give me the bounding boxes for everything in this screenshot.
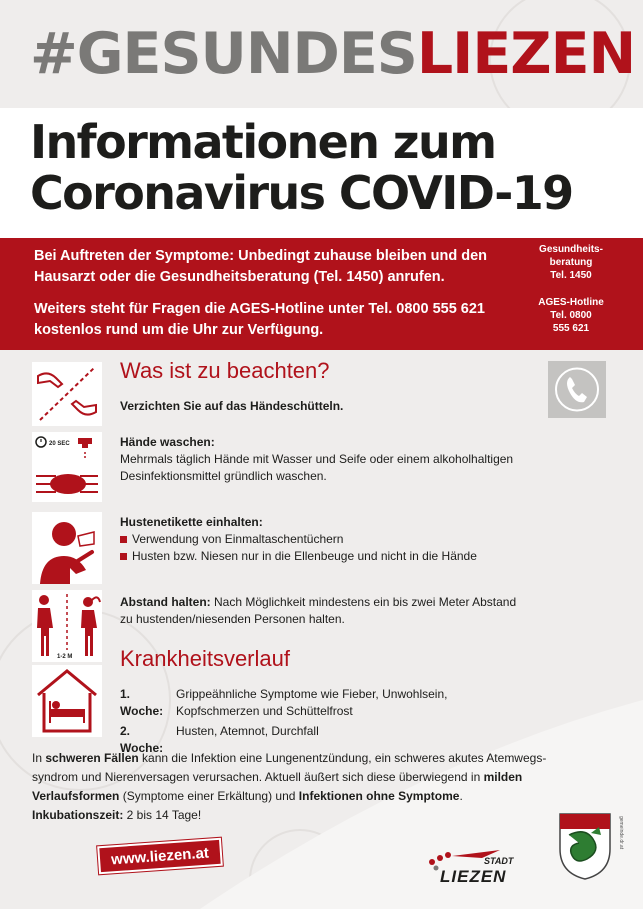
handshake-bold: Verzichten Sie auf das Händeschütteln.	[120, 399, 344, 413]
logo-stadt: STADT	[484, 856, 514, 866]
hashtag-red: LIEZEN	[416, 21, 636, 87]
hotline-1-line-1: Gesundheits-	[539, 244, 603, 255]
wash-line-2: Desinfektionsmittel gründlich waschen.	[120, 469, 327, 483]
wash-text	[120, 434, 513, 485]
week-1-row	[120, 686, 447, 720]
wash-bold: Hände waschen:	[120, 435, 215, 449]
incubation-line	[32, 808, 201, 822]
para-text-4: .	[459, 789, 463, 803]
hotline-2-line-2: Tel. 0800	[550, 310, 592, 321]
logo-liezen: LIEZEN	[440, 867, 507, 886]
hotline-2-line-3: 555 621	[552, 323, 590, 334]
week-1-label: 1. Woche:	[120, 687, 164, 718]
hotline-1-line-2: beratung	[549, 257, 593, 268]
city-crest-icon	[557, 811, 613, 881]
distance-text	[120, 594, 516, 628]
cough-bullet-2	[120, 548, 477, 565]
vertical-credit: gemeinde.dr.at	[618, 816, 624, 850]
no-handshake-icon	[32, 362, 102, 426]
cough-bullet-2-text: Husten bzw. Niesen nur in die Ellenbeuge und nicht in die Hände	[132, 549, 477, 563]
title-line-2: Coronavirus COVID-19	[30, 166, 573, 220]
wash-line-1: Mehrmals täglich Hände mit Wasser und Seife oder einem alkoholhaltigen	[120, 452, 514, 466]
week-1-text	[176, 686, 447, 720]
cough-bold: Hustenetikette einhalten:	[120, 515, 263, 529]
bullet-marker	[120, 553, 127, 560]
para-bold-3: Infektionen ohne Symptome	[298, 789, 460, 803]
bullet-marker	[120, 536, 127, 543]
disease-timeline	[120, 686, 447, 757]
cough-bullet-1	[120, 531, 477, 548]
cough-etiquette-icon	[32, 512, 102, 584]
week-1-line-2: Kopfschmerzen und Schüttelfrost	[176, 704, 353, 718]
incubation-label: Inkubationszeit:	[32, 808, 124, 822]
heading-beachten: Was ist zu beachten?	[120, 358, 330, 383]
distance-bold: Abstand halten:	[120, 595, 211, 609]
week-1-line-1: Grippeähnliche Symptome wie Fieber, Unwohlsein,	[176, 687, 448, 701]
hotline-1-line-3: Tel. 1450	[550, 270, 592, 281]
phone-icon	[548, 361, 606, 418]
para-text-3: (Symptome einer Erkältung) und	[119, 789, 299, 803]
handshake-text	[120, 398, 343, 415]
para-bold-2: milden Verlaufsformen	[32, 770, 523, 803]
hashtag-title	[30, 21, 636, 87]
para-text-2: kann die Infektion eine Lungenentzündung, ein schweres akutes Atemwegs-syndrom und Nierenversagen verursachen. Aktuell äußert sich diese überwiegend in	[32, 751, 547, 784]
distance-text-2: zu hustenden/niesenden Personen halten.	[120, 612, 345, 626]
week-2-text: Husten, Atemnot, Durchfall	[176, 724, 319, 738]
para-bold-1: schweren Fällen	[45, 751, 139, 765]
distance-icon	[32, 590, 102, 662]
cough-bullet-1-text: Verwendung von Einmaltaschentüchern	[132, 532, 344, 546]
severe-cases-paragraph	[32, 749, 587, 806]
info-paragraph-1: Bei Auftreten der Symptome: Unbedingt zuhause bleiben und den Hausarzt oder die Gesundheitsberatung (Tel. 1450) anrufen.	[34, 248, 488, 285]
hotline-box	[533, 243, 609, 335]
hashtag-grey: #GESUNDES	[30, 21, 417, 87]
title-line-1: Informationen zum	[30, 115, 496, 169]
hotline-2-line-1: AGES-Hotline	[538, 297, 604, 308]
website-link[interactable]: www.liezen.at	[97, 838, 223, 875]
distance-text-1: Nach Möglichkeit mindestens ein bis zwei Meter Abstand	[210, 595, 517, 609]
hand-wash-icon	[32, 432, 102, 502]
timer-label: 20 SEC	[49, 441, 70, 447]
home-isolation-icon	[32, 665, 102, 737]
distance-label: 1-2 M	[57, 654, 73, 660]
cough-text	[120, 514, 477, 565]
info-text	[34, 246, 524, 341]
heading-krankheitsverlauf: Krankheitsverlauf	[120, 646, 290, 671]
stadt-liezen-logo	[422, 836, 532, 886]
page-title	[30, 117, 573, 219]
week-2-label: 2. Woche:	[120, 724, 164, 755]
para-text-1: In	[32, 751, 46, 765]
info-paragraph-2: Weiters steht für Fragen die AGES-Hotline unter Tel. 0800 555 621 kostenlos rund um die Uhr zur Verfügung.	[34, 301, 485, 338]
incubation-value: 2 bis 14 Tage!	[123, 808, 202, 822]
